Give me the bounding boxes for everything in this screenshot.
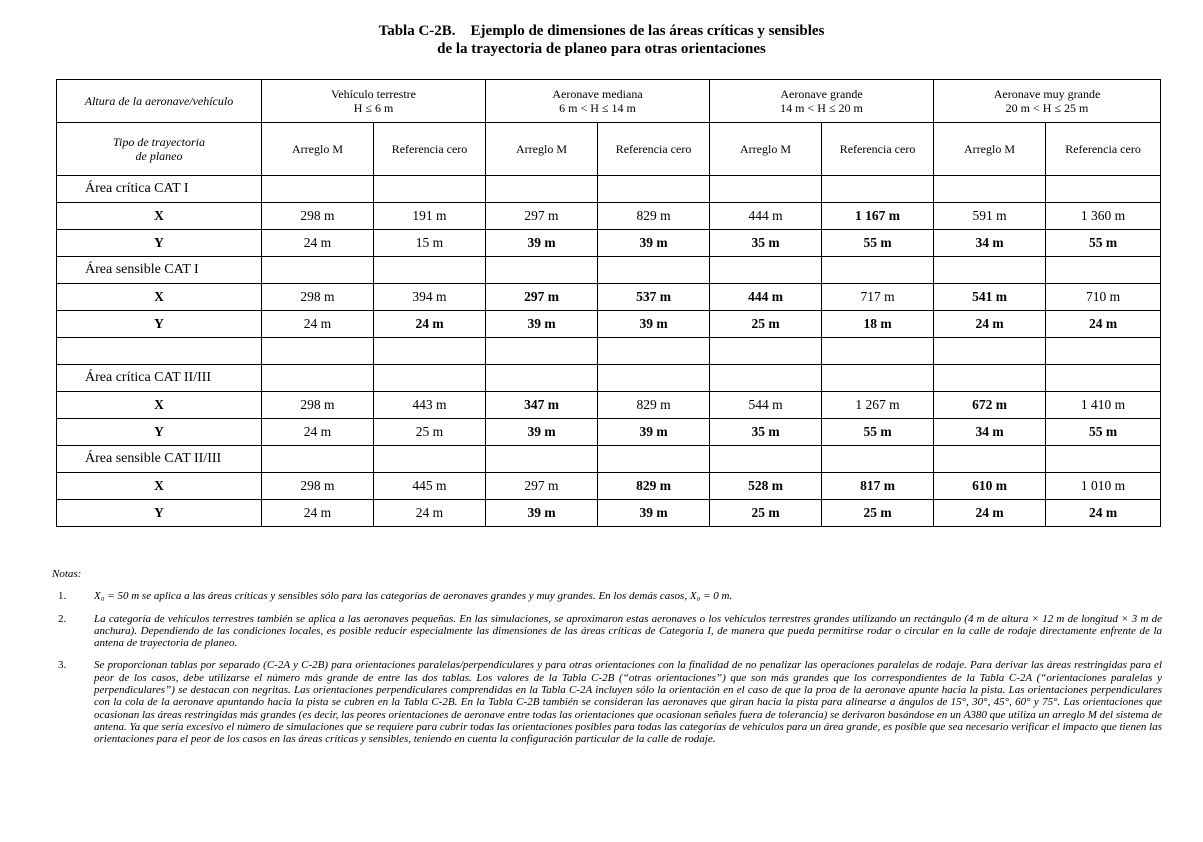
value-cell: 15 m	[374, 230, 486, 257]
value-cell: 298 m	[262, 392, 374, 419]
empty-cell	[822, 365, 934, 392]
group-name: Aeronave mediana	[552, 87, 643, 101]
value-cell: 298 m	[262, 203, 374, 230]
empty-cell	[57, 338, 262, 365]
table-row	[57, 230, 1161, 257]
table-row	[57, 284, 1161, 311]
value-cell: 1 267 m	[822, 392, 934, 419]
note-3	[52, 659, 1162, 745]
value-cell: 444 m	[710, 284, 822, 311]
empty-cell	[1046, 257, 1161, 284]
value-cell: 25 m	[710, 311, 822, 338]
axis-label: X	[57, 203, 262, 230]
note-number: 1.	[58, 590, 67, 603]
section-header-row	[57, 365, 1161, 392]
value-cell: 394 m	[374, 284, 486, 311]
value-cell: 25 m	[710, 500, 822, 527]
value-cell: 39 m	[598, 311, 710, 338]
section-header-row	[57, 176, 1161, 203]
value-cell: 297 m	[486, 203, 598, 230]
empty-cell	[822, 176, 934, 203]
value-cell: 544 m	[710, 392, 822, 419]
table-row	[57, 473, 1161, 500]
empty-cell	[262, 365, 374, 392]
value-cell: 39 m	[598, 230, 710, 257]
table-row	[57, 311, 1161, 338]
table-row	[57, 392, 1161, 419]
empty-cell	[934, 338, 1046, 365]
value-cell: 672 m	[934, 392, 1046, 419]
group-header-medium-aircraft	[486, 80, 710, 123]
subheader-zero-reference: Referencia cero	[822, 123, 934, 176]
value-cell: 610 m	[934, 473, 1046, 500]
dimensions-table	[56, 79, 1161, 527]
value-cell: 39 m	[486, 311, 598, 338]
value-cell: 35 m	[710, 419, 822, 446]
value-cell: 297 m	[486, 473, 598, 500]
group-header-very-large-aircraft	[934, 80, 1161, 123]
value-cell: 39 m	[598, 500, 710, 527]
empty-cell	[710, 257, 822, 284]
note-number: 3.	[58, 659, 67, 672]
empty-cell	[598, 176, 710, 203]
subheader-zero-reference: Referencia cero	[374, 123, 486, 176]
value-cell: 298 m	[262, 473, 374, 500]
empty-cell	[598, 446, 710, 473]
empty-cell	[598, 257, 710, 284]
table-row	[57, 500, 1161, 527]
table-title-line2: de la trayectoria de planeo para otras orientaciones	[437, 41, 766, 57]
empty-cell	[486, 446, 598, 473]
subheader-m-array: Arreglo M	[934, 123, 1046, 176]
note-text: La categoría de vehículos terrestres también se aplica a las aeronaves pequeñas. En las simulaciones, se aproximaron estas aeronaves o los vehículos terrestres grandes utilizando un rectángulo (4 m de altura × 12 m de longitud × 3 m de anchura). Dependiendo de las condiciones locales, es posible reducir especialmente las dimensiones de las áreas críticas de Categoría I, de manera que pueda permitirse rodar o circular en la calle de rodaje directamente enfrente de la antena de trayectoria de planeo.	[94, 612, 1162, 650]
subheader-m-array: Arreglo M	[262, 123, 374, 176]
value-cell: 347 m	[486, 392, 598, 419]
value-cell: 55 m	[1046, 230, 1161, 257]
value-cell: 39 m	[598, 419, 710, 446]
axis-label: X	[57, 473, 262, 500]
value-cell: 591 m	[934, 203, 1046, 230]
value-cell: 24 m	[374, 311, 486, 338]
value-cell: 829 m	[598, 203, 710, 230]
value-cell: 55 m	[1046, 419, 1161, 446]
value-cell: 541 m	[934, 284, 1046, 311]
value-cell: 24 m	[934, 311, 1046, 338]
value-cell: 24 m	[934, 500, 1046, 527]
value-cell: 24 m	[262, 419, 374, 446]
note-text: X₀ = 50 m se aplica a las áreas críticas y sensibles sólo para las categorías de aeronaves grandes y muy grandes. En los demás casos, X₀ = 0 m.	[94, 590, 733, 603]
empty-cell	[1046, 176, 1161, 203]
value-cell: 18 m	[822, 311, 934, 338]
note-2	[52, 613, 1162, 650]
axis-label: Y	[57, 311, 262, 338]
empty-cell	[710, 176, 822, 203]
value-cell: 24 m	[262, 311, 374, 338]
section-label: Área crítica CAT II/III	[57, 365, 262, 392]
axis-label: Y	[57, 419, 262, 446]
value-cell: 39 m	[486, 230, 598, 257]
table-title-line1: Tabla C-2B. Ejemplo de dimensiones de las áreas críticas y sensibles	[378, 23, 825, 39]
empty-cell	[486, 338, 598, 365]
section-header-row	[57, 257, 1161, 284]
value-cell: 25 m	[822, 500, 934, 527]
empty-cell	[486, 365, 598, 392]
empty-cell	[374, 446, 486, 473]
table-row	[57, 203, 1161, 230]
empty-cell	[934, 176, 1046, 203]
empty-cell	[1046, 365, 1161, 392]
path-type-label-line2: de planeo	[135, 149, 183, 163]
value-cell: 24 m	[262, 500, 374, 527]
table-title	[0, 22, 1203, 58]
value-cell: 829 m	[598, 392, 710, 419]
empty-cell	[374, 365, 486, 392]
section-header-row	[57, 446, 1161, 473]
empty-cell	[598, 365, 710, 392]
table-row	[57, 419, 1161, 446]
note-number: 2.	[58, 612, 67, 625]
value-cell: 444 m	[710, 203, 822, 230]
notes-section	[52, 568, 1162, 746]
value-cell: 24 m	[262, 230, 374, 257]
subheader-zero-reference: Referencia cero	[598, 123, 710, 176]
note-text: Se proporcionan tablas por separado (C-2A y C-2B) para orientaciones paralelas/perpendiculares y para otras orientaciones con la finalidad de no penalizar las operaciones paralelas de rodaje. Para derivar las áreas restringidas para el peor de los casos, debe utilizarse el número más grande de entre las dos tablas. Los valores de la Tabla C-2B (“otras orientaciones”) que son más grandes que los correspondientes de la Tabla C-2A (“orientaciones paralelas y perpendiculares”) se destacan con negritas. Las orientaciones perpendiculares comprendidas en la Tabla C-2A incluyen sólo la orientación en el caso de que la proa de la aeronave apunte hacia la pista. Las orientaciones perpendiculares con la cola de la aeronave apuntando hacia la pista se cubren en la Tabla C-2B. En la Tabla C-2B también se consideran las aeronaves que giran hacia la pista para alinearse a ángulos de 15°, 30°, 45°, 60° y 75°. Las orientaciones que ocasionan las áreas restringidas más grandes (es decir, las peores orientaciones de aeronave entre todas las orientaciones que ocasionan señales fuera de tolerancia) se derivaron basándose en un A380 que utiliza un arreglo M del sistema de antena. Ya que sería excesivo el número de simulaciones que se requiere para cubrir todas las orientaciones posibles para todas las categorías de vehículos para un área grande, es posible que sea necesario verificar el impacto que tienen las orientaciones para el peor de los casos en las áreas críticas y sensibles, teniendo en cuenta la configuración particular de la calle de rodaje.	[94, 659, 1162, 746]
empty-cell	[934, 446, 1046, 473]
path-type-label-line1: Tipo de trayectoria	[113, 135, 205, 149]
notes-label: Notas:	[52, 568, 82, 580]
section-label: Área sensible CAT II/III	[57, 446, 262, 473]
empty-cell	[486, 176, 598, 203]
group-range: 14 m < H ≤ 20 m	[780, 101, 863, 115]
empty-cell	[822, 446, 934, 473]
value-cell: 443 m	[374, 392, 486, 419]
axis-label: X	[57, 284, 262, 311]
note-1	[52, 590, 1162, 602]
empty-cell	[710, 446, 822, 473]
value-cell: 528 m	[710, 473, 822, 500]
empty-cell	[374, 257, 486, 284]
value-cell: 24 m	[374, 500, 486, 527]
value-cell: 55 m	[822, 419, 934, 446]
axis-label: Y	[57, 230, 262, 257]
height-label-cell: Altura de la aeronave/vehículo	[57, 80, 262, 123]
axis-label: X	[57, 392, 262, 419]
value-cell: 1 410 m	[1046, 392, 1161, 419]
subheader-m-array: Arreglo M	[486, 123, 598, 176]
empty-cell	[710, 338, 822, 365]
empty-cell	[262, 338, 374, 365]
empty-cell	[934, 257, 1046, 284]
value-cell: 25 m	[374, 419, 486, 446]
empty-cell	[262, 257, 374, 284]
value-cell: 537 m	[598, 284, 710, 311]
group-header-ground-vehicle	[262, 80, 486, 123]
group-range: H ≤ 6 m	[353, 101, 394, 115]
value-cell: 710 m	[1046, 284, 1161, 311]
value-cell: 34 m	[934, 419, 1046, 446]
group-name: Aeronave grande	[780, 87, 863, 101]
path-type-label-cell	[57, 123, 262, 176]
value-cell: 1 360 m	[1046, 203, 1161, 230]
header-row-subcolumns	[57, 123, 1161, 176]
empty-cell	[1046, 338, 1161, 365]
value-cell: 55 m	[822, 230, 934, 257]
axis-label: Y	[57, 500, 262, 527]
value-cell: 34 m	[934, 230, 1046, 257]
empty-cell	[822, 257, 934, 284]
empty-cell	[374, 338, 486, 365]
value-cell: 1 167 m	[822, 203, 934, 230]
group-name: Vehículo terrestre	[331, 87, 416, 101]
value-cell: 445 m	[374, 473, 486, 500]
group-header-large-aircraft	[710, 80, 934, 123]
header-row-groups	[57, 80, 1161, 123]
empty-cell	[374, 176, 486, 203]
value-cell: 1 010 m	[1046, 473, 1161, 500]
empty-cell	[822, 338, 934, 365]
value-cell: 191 m	[374, 203, 486, 230]
group-range: 20 m < H ≤ 25 m	[1005, 101, 1089, 115]
value-cell: 24 m	[1046, 500, 1161, 527]
value-cell: 24 m	[1046, 311, 1161, 338]
value-cell: 717 m	[822, 284, 934, 311]
subheader-zero-reference: Referencia cero	[1046, 123, 1161, 176]
empty-cell	[598, 338, 710, 365]
group-range: 6 m < H ≤ 14 m	[559, 101, 636, 115]
value-cell: 39 m	[486, 500, 598, 527]
value-cell: 298 m	[262, 284, 374, 311]
subheader-m-array: Arreglo M	[710, 123, 822, 176]
value-cell: 297 m	[486, 284, 598, 311]
value-cell: 35 m	[710, 230, 822, 257]
group-name: Aeronave muy grande	[993, 87, 1101, 101]
value-cell: 817 m	[822, 473, 934, 500]
empty-cell	[1046, 446, 1161, 473]
section-label: Área crítica CAT I	[57, 176, 262, 203]
empty-cell	[262, 446, 374, 473]
empty-cell	[934, 365, 1046, 392]
empty-cell	[486, 257, 598, 284]
value-cell: 39 m	[486, 419, 598, 446]
section-label: Área sensible CAT I	[57, 257, 262, 284]
spacer-row	[57, 338, 1161, 365]
empty-cell	[262, 176, 374, 203]
empty-cell	[710, 365, 822, 392]
value-cell: 829 m	[598, 473, 710, 500]
